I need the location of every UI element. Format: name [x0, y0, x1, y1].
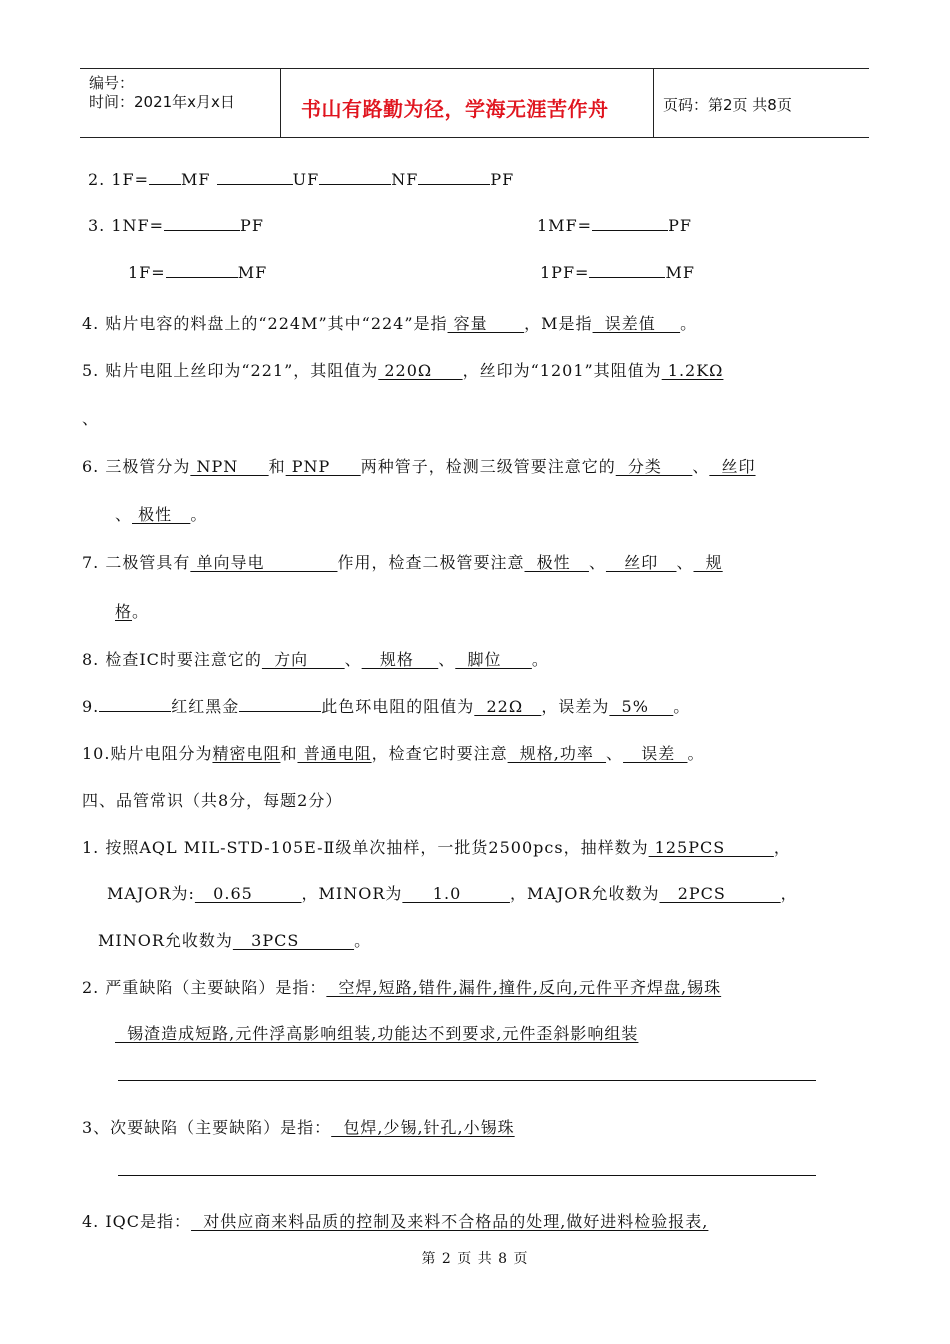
q6-text: 和 — [268, 457, 286, 476]
blank — [217, 170, 293, 185]
q9-text: 。 — [673, 697, 691, 716]
quality-question-3 — [82, 1115, 515, 1138]
p1-answer: 3PCS — [232, 931, 355, 950]
q2-unit: MF — [181, 170, 211, 189]
q7-text: 7. 二极管具有 — [82, 553, 191, 572]
q5-text: 、 — [82, 409, 100, 428]
p1-text: ， — [773, 838, 791, 857]
q9-text: ，误差为 — [541, 697, 610, 716]
question-8 — [82, 647, 549, 670]
q4-text: 4. 贴片电容的料盘上的“224M”其中“224”是指 — [82, 314, 448, 333]
q6-answer: NPN — [190, 457, 269, 476]
p1-answer: 125PCS — [648, 838, 774, 857]
motto: 书山有路勤为径，学海无涯苦作舟 — [301, 97, 609, 121]
number-label: 编号： — [89, 74, 135, 92]
q5-text: ，丝印为“1201”其阻值为 — [462, 361, 662, 380]
q8-text: 。 — [531, 650, 549, 669]
header-info-cell — [80, 69, 281, 137]
quality-question-1 — [82, 835, 791, 858]
q2-unit: PF — [490, 170, 515, 189]
quality-question-2-line2 — [115, 1021, 638, 1044]
answer-line — [118, 1175, 816, 1176]
q8-answer: 规格 — [361, 650, 439, 669]
q8-answer: 脚位 — [455, 650, 532, 669]
question-7 — [82, 550, 723, 573]
p1-answer: 1.0 — [402, 884, 510, 903]
q10-answer: 规格,功率 — [507, 744, 607, 763]
header-page-cell — [654, 69, 869, 137]
section-heading: 四、品管常识（共8分，每题2分） — [82, 791, 343, 810]
q7-text: 、 — [676, 553, 694, 572]
page-footer: 第 2 页 共 8 页 — [421, 1251, 529, 1267]
q10-text: 10.贴片电阻分为 — [82, 744, 213, 763]
q6-text: 。 — [190, 505, 208, 524]
blank — [418, 170, 490, 185]
question-3-line2-right — [540, 263, 695, 282]
q2-unit: NF — [391, 170, 419, 189]
question-5 — [82, 358, 723, 381]
q7-answer: 极性 — [524, 553, 589, 572]
q4-text: ，M是指 — [524, 314, 593, 333]
page-label: 页码：第2页 共8页 — [663, 96, 792, 114]
q3-text: 1F= — [128, 263, 166, 282]
p2-answer: 空焊,短路,错件,漏件,撞件,反向,元件平齐焊盘,锡珠 — [326, 978, 722, 997]
blank — [149, 170, 181, 185]
q3-text: 1PF= — [540, 263, 590, 282]
header-motto-cell — [281, 69, 654, 137]
q7-text: 。 — [132, 602, 150, 621]
p1-text: ， — [780, 884, 798, 903]
blank — [592, 216, 668, 231]
q5-answer: 1.2KΩ — [661, 361, 724, 380]
p4-answer: 对供应商来料品质的控制及来料不合格品的处理,做好进料检验报表, — [191, 1212, 709, 1231]
q10-answer: 误差 — [623, 744, 688, 763]
p2-answer: 锡渣造成短路,元件浮高影响组装,功能达不到要求,元件歪斜影响组装 — [115, 1024, 639, 1043]
p1-answer: 0.65 — [194, 884, 302, 903]
q3-unit: MF — [665, 263, 695, 282]
q6-text: 两种管子，检测三级管要注意它的 — [360, 457, 616, 476]
blank — [99, 697, 171, 712]
blank — [164, 216, 240, 231]
q3-unit: PF — [240, 216, 264, 235]
q4-answer: 误差值 — [592, 314, 681, 333]
q9-answer: 22Ω — [474, 697, 542, 716]
p1-text: MAJOR为: — [107, 884, 195, 903]
p1-answer: 2PCS — [659, 884, 781, 903]
question-9 — [82, 694, 690, 717]
q2-unit: UF — [292, 170, 320, 189]
question-2 — [88, 170, 514, 189]
question-10 — [82, 741, 705, 764]
question-5-tail — [82, 406, 99, 429]
quality-question-1-line2 — [107, 881, 798, 904]
q7-answer: 规 — [693, 553, 723, 572]
p1-text: ，MAJOR允收数为 — [509, 884, 660, 903]
q8-text: 、 — [438, 650, 456, 669]
q7-answer: 丝印 — [605, 553, 677, 572]
p4-text: 4. IQC是指： — [82, 1212, 192, 1231]
q10-text: 、 — [606, 744, 624, 763]
q8-text: 、 — [344, 650, 362, 669]
blank — [239, 697, 321, 712]
q3-text: 1MF= — [537, 216, 593, 235]
question-7-line2 — [115, 599, 149, 622]
question-4 — [82, 311, 697, 334]
p1-text: 1. 按照AQL MIL-STD-105E-Ⅱ级单次抽样，一批货2500pcs，抽样数为 — [82, 838, 649, 857]
question-6 — [82, 454, 756, 477]
time-label: 时间：2021年x月x日 — [89, 93, 235, 111]
p3-answer: 包焊,少锡,针孔,小锡珠 — [331, 1118, 515, 1137]
quality-question-1-line3 — [98, 928, 371, 951]
blank — [589, 263, 665, 278]
q10-text: 和 — [280, 744, 298, 763]
q8-text: 8. 检查IC时要注意它的 — [82, 650, 262, 669]
q6-text: 、 — [115, 505, 133, 524]
q10-text: 。 — [687, 744, 705, 763]
question-6-line2 — [115, 502, 207, 525]
q5-answer: 220Ω — [378, 361, 463, 380]
q10-text: ，检查它时要注意 — [371, 744, 508, 763]
q9-text: 红红黑金 — [171, 697, 240, 716]
q6-answer: PNP — [285, 457, 361, 476]
q7-text: 作用，检查二极管要注意 — [337, 553, 525, 572]
q7-text: 、 — [588, 553, 606, 572]
q6-answer: 丝印 — [709, 457, 756, 476]
q9-text: 此色环电阻的阻值为 — [321, 697, 475, 716]
question-3 — [88, 216, 264, 235]
q4-answer: 容量 — [447, 314, 525, 333]
q3-unit: PF — [668, 216, 692, 235]
q7-answer: 格 — [115, 602, 133, 621]
q3-unit: MF — [237, 263, 268, 282]
p2-text: 2. 严重缺陷（主要缺陷）是指： — [82, 978, 327, 997]
question-3-line2 — [128, 263, 267, 282]
q6-text: 6. 三极管分为 — [82, 457, 191, 476]
blank — [319, 170, 391, 185]
q6-answer: 分类 — [615, 457, 693, 476]
quality-question-2 — [82, 975, 721, 998]
blank — [166, 263, 238, 278]
p1-text: MINOR允收数为 — [98, 931, 233, 950]
p1-text: 。 — [354, 931, 372, 950]
p1-text: ，MINOR为 — [301, 884, 403, 903]
q9-text: 9. — [82, 697, 100, 716]
q9-answer: 5% — [609, 697, 674, 716]
q3-text: 3. 1NF= — [88, 216, 165, 235]
q2-text: 2. 1F= — [88, 170, 150, 189]
q7-answer: 单向导电 — [190, 553, 338, 572]
q5-text: 5. 贴片电阻上丝印为“221”，其阻值为 — [82, 361, 379, 380]
q6-text: 、 — [692, 457, 710, 476]
q8-answer: 方向 — [261, 650, 345, 669]
q10-answer: 普通电阻 — [297, 744, 372, 763]
q6-answer: 极性 — [132, 505, 191, 524]
q4-text: 。 — [680, 314, 698, 333]
q10-answer: 精密电阻 — [212, 744, 281, 763]
quality-question-4 — [82, 1209, 708, 1232]
p3-text: 3、次要缺陷（主要缺陷）是指： — [82, 1118, 332, 1137]
question-3-right — [537, 216, 692, 235]
answer-line — [118, 1080, 816, 1081]
header-table — [80, 68, 869, 138]
